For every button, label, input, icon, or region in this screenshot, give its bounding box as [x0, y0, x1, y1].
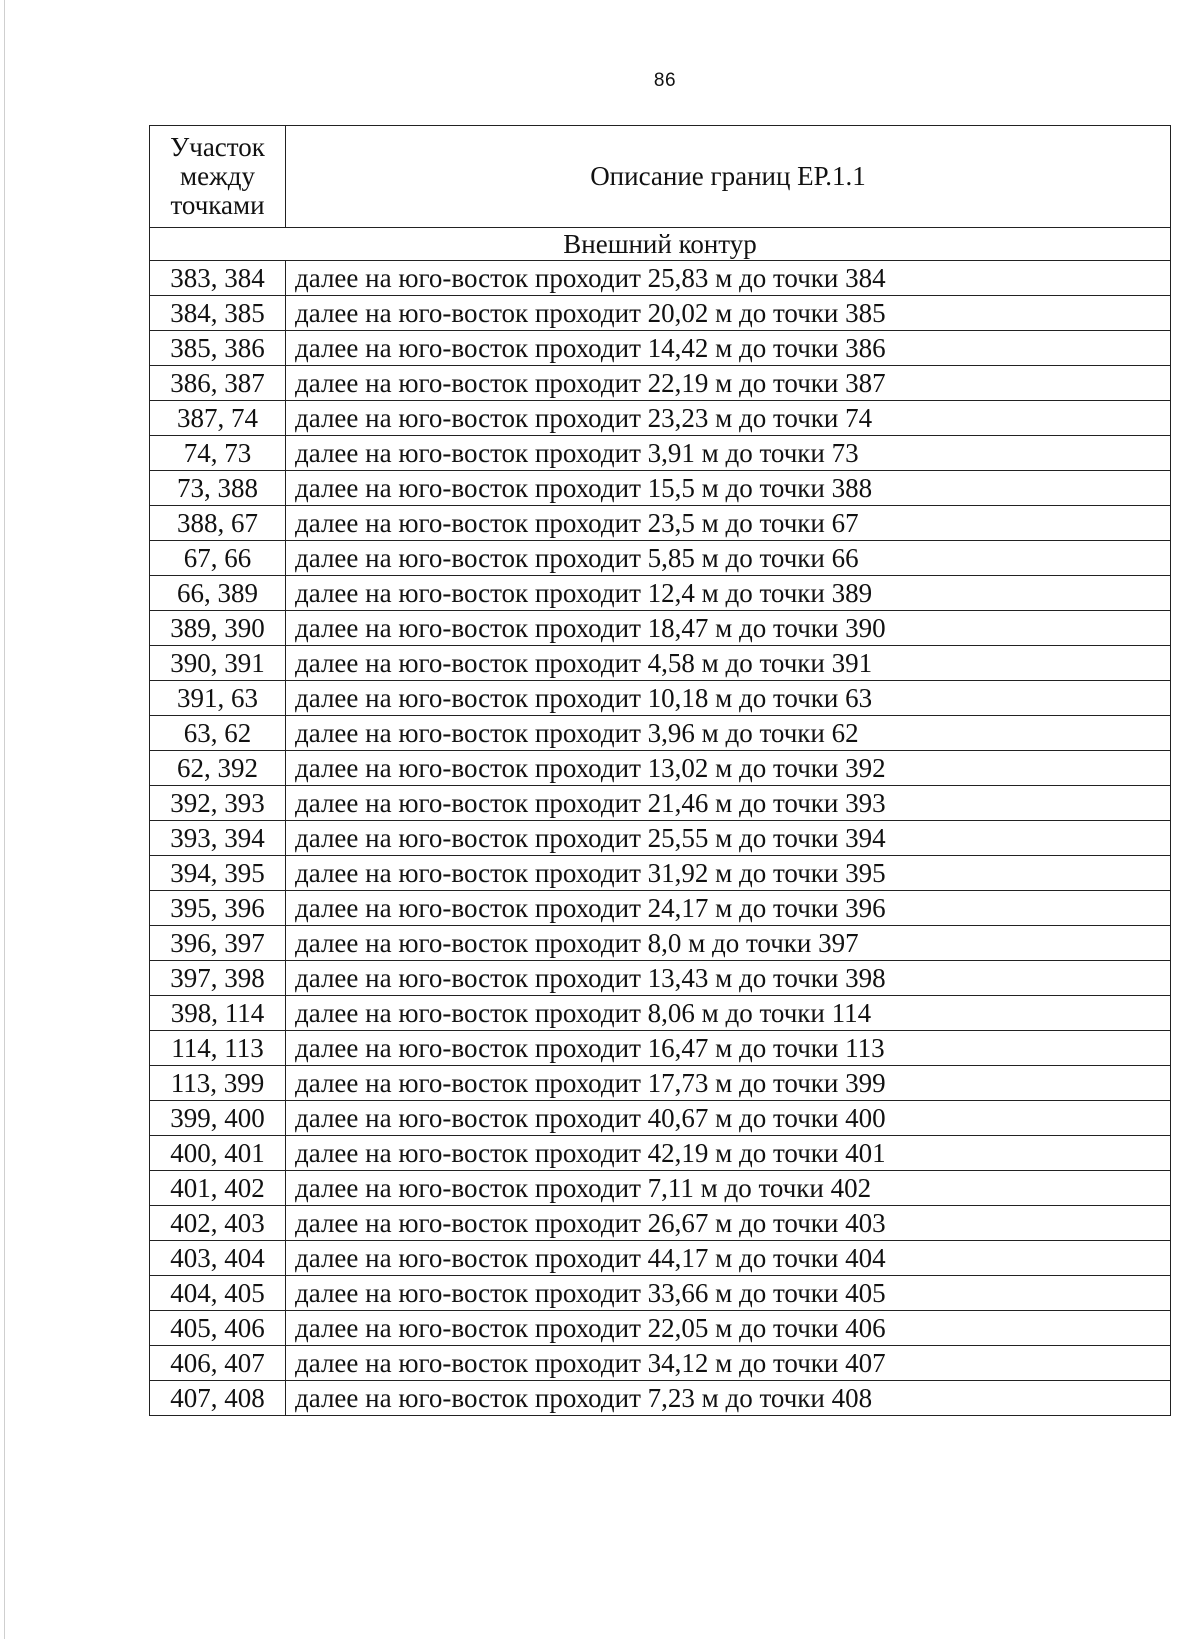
table-row [150, 996, 1171, 1031]
table-row [150, 1171, 1171, 1206]
section-row [150, 228, 1171, 261]
table-row [150, 1276, 1171, 1311]
segment-cell: 390, 391 [150, 646, 286, 681]
description-cell: далее на юго-восток проходит 3,91 м до точки 73 [286, 436, 1171, 471]
segment-cell: 399, 400 [150, 1101, 286, 1136]
table-row [150, 471, 1171, 506]
table-row [150, 296, 1171, 331]
description-cell: далее на юго-восток проходит 7,23 м до точки 408 [286, 1381, 1171, 1416]
description-cell: далее на юго-восток проходит 24,17 м до точки 396 [286, 891, 1171, 926]
description-cell: далее на юго-восток проходит 15,5 м до точки 388 [286, 471, 1171, 506]
table-row [150, 1346, 1171, 1381]
description-cell: далее на юго-восток проходит 3,96 м до точки 62 [286, 716, 1171, 751]
scan-edge-line [4, 0, 5, 1639]
table-row [150, 366, 1171, 401]
description-cell: далее на юго-восток проходит 16,47 м до точки 113 [286, 1031, 1171, 1066]
description-cell: далее на юго-восток проходит 14,42 м до точки 386 [286, 331, 1171, 366]
description-cell: далее на юго-восток проходит 5,85 м до точки 66 [286, 541, 1171, 576]
segment-cell: 63, 62 [150, 716, 286, 751]
description-cell: далее на юго-восток проходит 13,02 м до точки 392 [286, 751, 1171, 786]
table-row [150, 926, 1171, 961]
segment-cell: 396, 397 [150, 926, 286, 961]
segment-cell: 385, 386 [150, 331, 286, 366]
description-cell: далее на юго-восток проходит 25,83 м до точки 384 [286, 261, 1171, 296]
description-cell: далее на юго-восток проходит 18,47 м до точки 390 [286, 611, 1171, 646]
table-row [150, 506, 1171, 541]
table-row [150, 961, 1171, 996]
segment-cell: 401, 402 [150, 1171, 286, 1206]
segment-column-header [150, 126, 286, 228]
table-row [150, 1136, 1171, 1171]
segment-cell: 74, 73 [150, 436, 286, 471]
table-row [150, 891, 1171, 926]
description-cell: далее на юго-восток проходит 22,05 м до точки 406 [286, 1311, 1171, 1346]
segment-cell: 384, 385 [150, 296, 286, 331]
segment-cell: 113, 399 [150, 1066, 286, 1101]
segment-cell: 386, 387 [150, 366, 286, 401]
table-row [150, 1381, 1171, 1416]
table-row [150, 1311, 1171, 1346]
boundary-description-table [149, 125, 1171, 1416]
segment-cell: 406, 407 [150, 1346, 286, 1381]
description-cell: далее на юго-восток проходит 26,67 м до точки 403 [286, 1206, 1171, 1241]
table-row [150, 856, 1171, 891]
segment-cell: 397, 398 [150, 961, 286, 996]
description-cell: далее на юго-восток проходит 34,12 м до точки 407 [286, 1346, 1171, 1381]
description-cell: далее на юго-восток проходит 23,5 м до точки 67 [286, 506, 1171, 541]
description-cell: далее на юго-восток проходит 4,58 м до точки 391 [286, 646, 1171, 681]
segment-cell: 389, 390 [150, 611, 286, 646]
description-cell: далее на юго-восток проходит 7,11 м до точки 402 [286, 1171, 1171, 1206]
description-cell: далее на юго-восток проходит 44,17 м до точки 404 [286, 1241, 1171, 1276]
table-row [150, 611, 1171, 646]
description-cell: далее на юго-восток проходит 21,46 м до точки 393 [286, 786, 1171, 821]
description-cell: далее на юго-восток проходит 10,18 м до точки 63 [286, 681, 1171, 716]
segment-cell: 73, 388 [150, 471, 286, 506]
segment-cell: 114, 113 [150, 1031, 286, 1066]
segment-header-line-3: точками [170, 190, 265, 220]
segment-cell: 391, 63 [150, 681, 286, 716]
table-row [150, 646, 1171, 681]
description-cell: далее на юго-восток проходит 8,06 м до точки 114 [286, 996, 1171, 1031]
table-row [150, 436, 1171, 471]
table-header-row [150, 126, 1171, 228]
segment-cell: 395, 396 [150, 891, 286, 926]
segment-cell: 393, 394 [150, 821, 286, 856]
description-cell: далее на юго-восток проходит 17,73 м до точки 399 [286, 1066, 1171, 1101]
table-row [150, 716, 1171, 751]
segment-cell: 383, 384 [150, 261, 286, 296]
description-cell: далее на юго-восток проходит 13,43 м до точки 398 [286, 961, 1171, 996]
table-row [150, 401, 1171, 436]
description-cell: далее на юго-восток проходит 31,92 м до точки 395 [286, 856, 1171, 891]
table-row [150, 786, 1171, 821]
segment-cell: 403, 404 [150, 1241, 286, 1276]
table-row [150, 1241, 1171, 1276]
description-cell: далее на юго-восток проходит 42,19 м до точки 401 [286, 1136, 1171, 1171]
description-cell: далее на юго-восток проходит 33,66 м до точки 405 [286, 1276, 1171, 1311]
table-row [150, 1066, 1171, 1101]
segment-cell: 388, 67 [150, 506, 286, 541]
table-row [150, 576, 1171, 611]
description-cell: далее на юго-восток проходит 12,4 м до точки 389 [286, 576, 1171, 611]
table-row [150, 1101, 1171, 1136]
description-cell: далее на юго-восток проходит 22,19 м до точки 387 [286, 366, 1171, 401]
segment-cell: 387, 74 [150, 401, 286, 436]
description-cell: далее на юго-восток проходит 25,55 м до точки 394 [286, 821, 1171, 856]
table-row [150, 821, 1171, 856]
segment-cell: 398, 114 [150, 996, 286, 1031]
segment-cell: 407, 408 [150, 1381, 286, 1416]
segment-cell: 405, 406 [150, 1311, 286, 1346]
segment-cell: 400, 401 [150, 1136, 286, 1171]
section-title: Внешний контур [150, 228, 1171, 261]
segment-cell: 66, 389 [150, 576, 286, 611]
page-number: 86 [653, 70, 677, 91]
segment-cell: 394, 395 [150, 856, 286, 891]
table-row [150, 261, 1171, 296]
segment-header-line-1: Участок [170, 132, 265, 162]
table-row [150, 331, 1171, 366]
description-cell: далее на юго-восток проходит 8,0 м до точки 397 [286, 926, 1171, 961]
description-cell: далее на юго-восток проходит 20,02 м до точки 385 [286, 296, 1171, 331]
table-row [150, 541, 1171, 576]
segment-cell: 404, 405 [150, 1276, 286, 1311]
segment-cell: 62, 392 [150, 751, 286, 786]
table-row [150, 1206, 1171, 1241]
table-row [150, 751, 1171, 786]
segment-cell: 392, 393 [150, 786, 286, 821]
description-column-header: Описание границ ЕР.1.1 [286, 126, 1171, 228]
table-row [150, 1031, 1171, 1066]
segment-cell: 402, 403 [150, 1206, 286, 1241]
description-cell: далее на юго-восток проходит 23,23 м до точки 74 [286, 401, 1171, 436]
segment-header-line-2: между [180, 161, 255, 191]
table-row [150, 681, 1171, 716]
description-cell: далее на юго-восток проходит 40,67 м до точки 400 [286, 1101, 1171, 1136]
segment-cell: 67, 66 [150, 541, 286, 576]
